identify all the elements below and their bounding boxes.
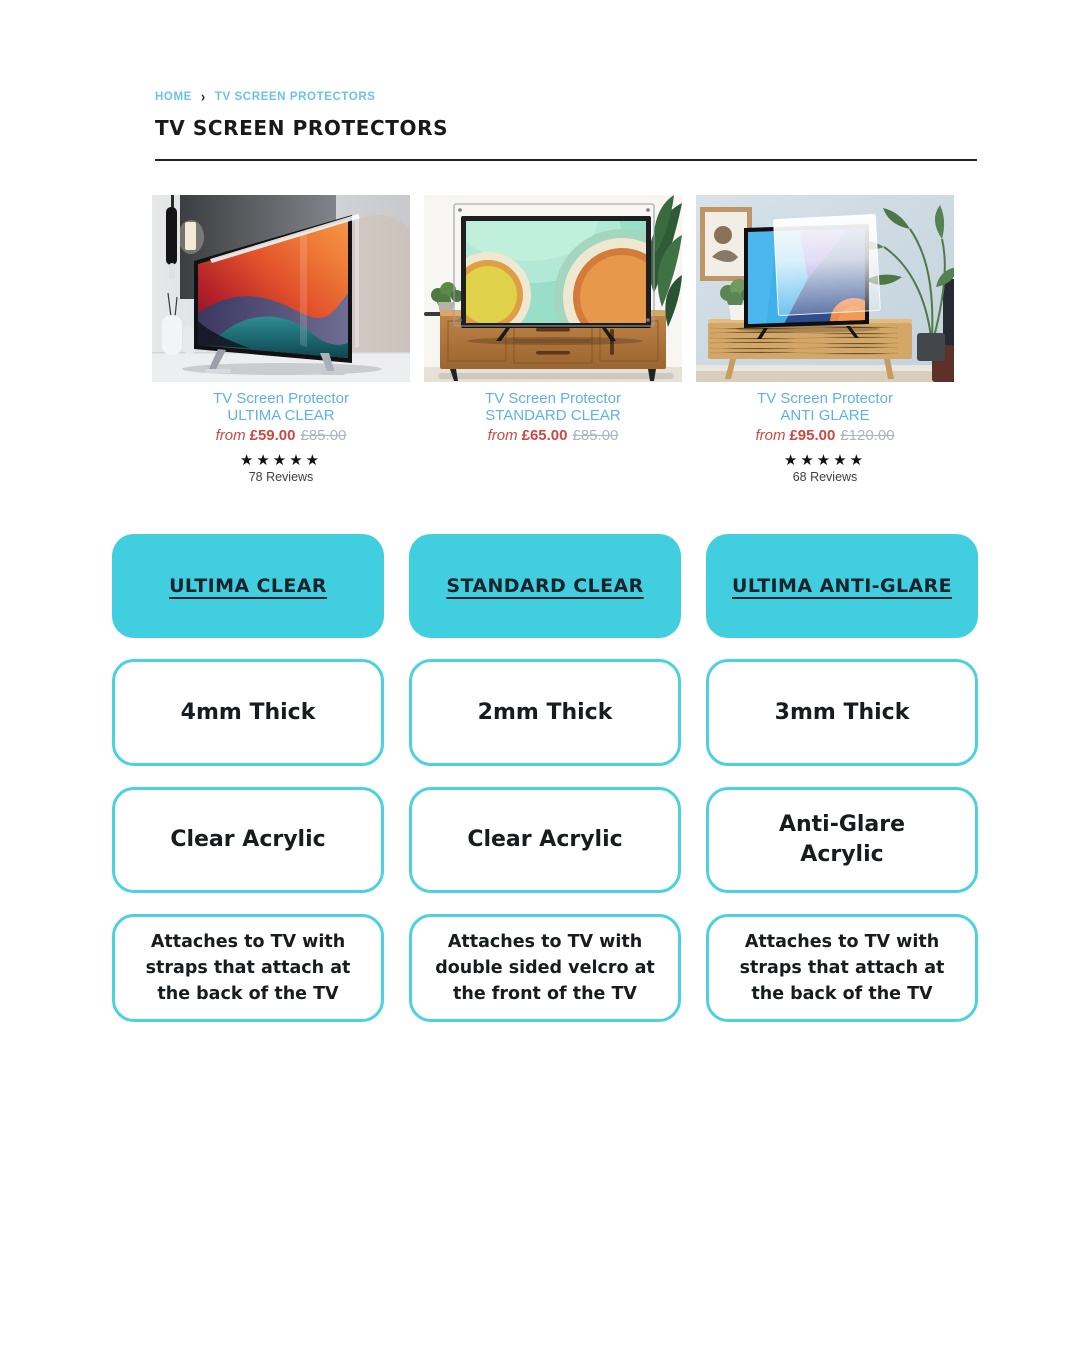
product-list (152, 195, 956, 485)
product-price: from £59.00 £85.00 (215, 427, 347, 444)
product-image-standard-clear[interactable] (424, 195, 682, 382)
attachment-cell-anti-glare: Attaches to TV with straps that attach at the back of the TV (706, 914, 978, 1022)
review-count: 68 Reviews (792, 470, 858, 484)
product-card-ultima-clear (152, 195, 410, 485)
attachment-cell-ultima-clear: Attaches to TV with straps that attach at the back of the TV (112, 914, 384, 1022)
product-price: from £95.00 £120.00 (755, 427, 895, 444)
product-name[interactable]: TV Screen Protector STANDARD CLEAR (485, 390, 621, 424)
product-image-ultima-clear[interactable] (152, 195, 410, 382)
comparison-header-ultima-anti-glare[interactable]: ULTIMA ANTI-GLARE (706, 534, 978, 638)
material-cell-ultima-clear: Clear Acrylic (112, 787, 384, 893)
attachment-cell-standard-clear: Attaches to TV with double sided velcro at the front of the TV (409, 914, 681, 1022)
breadcrumb-home-link[interactable]: HOME (155, 90, 192, 103)
product-card-standard-clear (424, 195, 682, 485)
title-divider (155, 159, 977, 161)
page-title: TV SCREEN PROTECTORS (155, 116, 449, 140)
chevron-right-icon: › (200, 87, 206, 106)
breadcrumb-current-link[interactable]: TV SCREEN PROTECTORS (214, 90, 376, 103)
star-rating: ★★★★★ (783, 452, 867, 469)
product-price: from £65.00 £85.00 (487, 427, 619, 444)
thickness-cell-anti-glare: 3mm Thick (706, 659, 978, 766)
material-cell-anti-glare: Anti-Glare Acrylic (706, 787, 978, 893)
comparison-table (112, 534, 978, 1022)
product-image-anti-glare[interactable] (696, 195, 954, 382)
comparison-header-ultima-clear[interactable]: ULTIMA CLEAR (112, 534, 384, 638)
material-cell-standard-clear: Clear Acrylic (409, 787, 681, 893)
comparison-header-standard-clear[interactable]: STANDARD CLEAR (409, 534, 681, 638)
breadcrumb (155, 89, 376, 104)
thickness-cell-standard-clear: 2mm Thick (409, 659, 681, 766)
review-count: 78 Reviews (248, 470, 314, 484)
thickness-cell-ultima-clear: 4mm Thick (112, 659, 384, 766)
tv-with-protector (744, 214, 880, 339)
star-rating: ★★★★★ (239, 452, 323, 469)
product-card-anti-glare (696, 195, 954, 485)
product-name[interactable]: TV Screen Protector ANTI GLARE (757, 390, 893, 424)
product-name[interactable]: TV Screen Protector ULTIMA CLEAR (213, 390, 349, 424)
